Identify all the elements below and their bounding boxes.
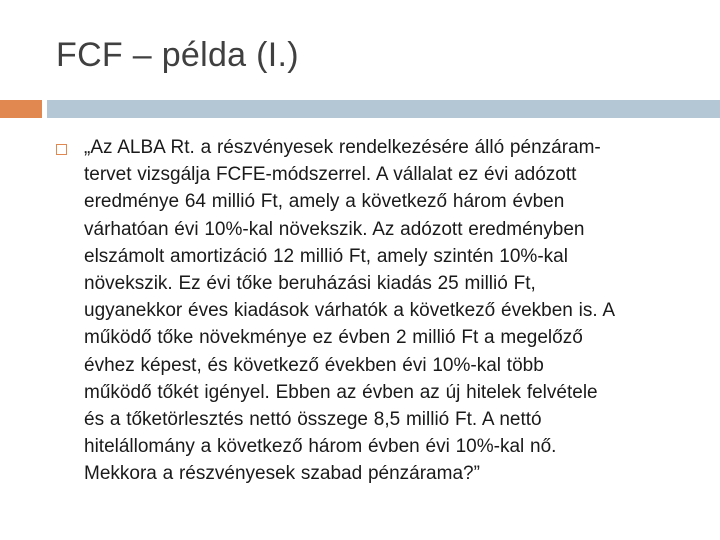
body-line: elszámolt amortizáció 12 millió Ft, amely szintén 10%-kal [84,245,568,267]
body-line: növekszik. Ez évi tőke beruházási kiadás 25 millió Ft, [84,273,536,295]
body-paragraph [84,134,696,488]
body-line: ugyanekkor éves kiadások várhatók a következő években is. A [84,300,616,322]
body-line: tervet vizsgálja FCFE-módszerrel. A vállalat ez évi adózott [84,164,577,186]
bullet-item [56,134,696,488]
body-line: működő tőke növekménye ez évben 2 millió Ft a megelőző [84,327,583,349]
body-line: várhatóan évi 10%-kal növekszik. Az adózott eredményben [84,218,585,240]
body-line: „Az ALBA Rt. a részvényesek rendelkezésére álló pénzáram- [84,137,601,158]
body-line: évhez képest, és következő években évi 10%-kal több [84,354,544,376]
body-line: működő tőkét igényel. Ebben az évben az új hitelek felvétele [84,381,598,403]
accent-bar [0,100,42,118]
body-line: eredménye 64 millió Ft, amely a következő három évben [84,191,565,213]
body-line: Mekkora a részvényesek szabad pénzárama?” [84,463,480,485]
body-line: hitelállomány a következő három évben évi 10%-kal nő. [84,436,557,458]
title-rule-bar [47,100,720,118]
slide-title: FCF – példa (I.) [56,36,299,74]
hollow-square-bullet-icon [56,144,67,155]
body-line: és a tőketörlesztés nettó összege 8,5 millió Ft. A nettó [84,409,542,431]
